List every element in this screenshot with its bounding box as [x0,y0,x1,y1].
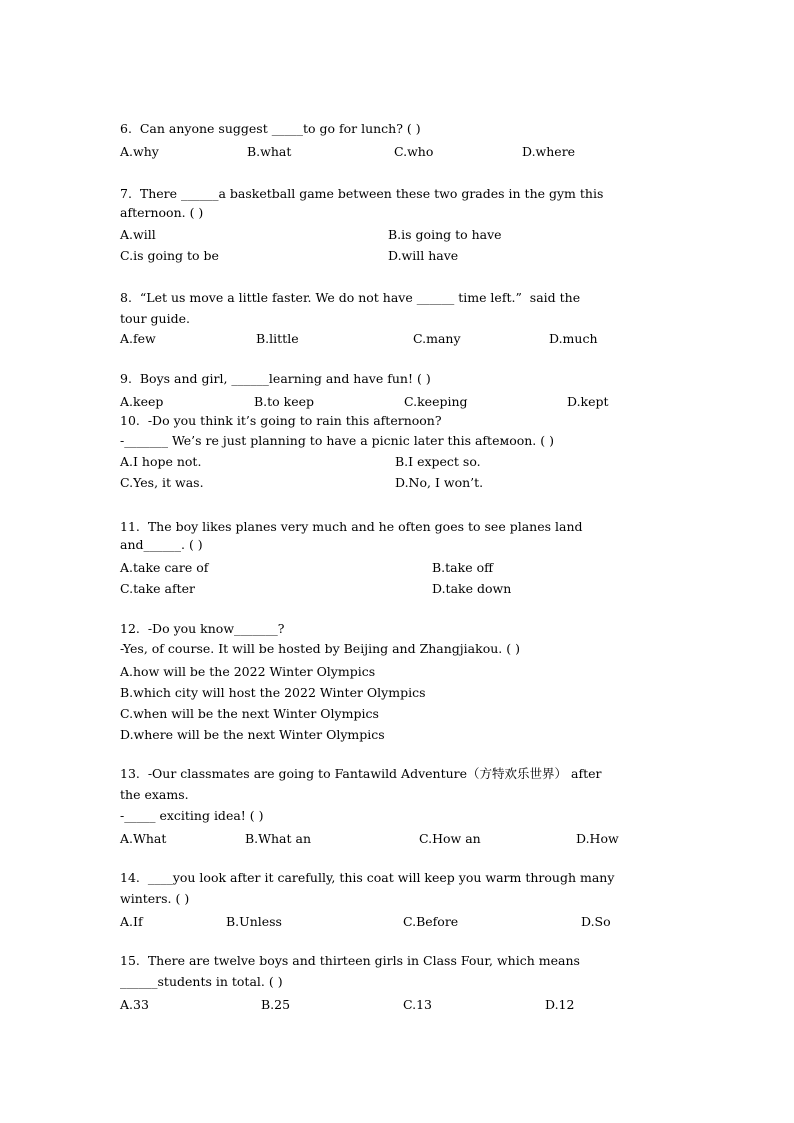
answer-option: C.13 [403,997,432,1012]
question-stem: 7. There ______a basketball game between these two grades in the gym this [120,186,604,201]
answer-option: B.What an [245,831,312,846]
question-stem: 14. ____you look after it carefully, this coat will keep you warm through many [120,870,615,885]
question-stem-continued: ______students in total. ( ) [120,974,283,989]
question-stem: 9. Boys and girl, ______learning and have fun! ( ) [120,371,431,386]
answer-option: C.is going to be [120,248,219,263]
answer-option: B.Unless [226,914,282,929]
answer-option: C.many [413,331,461,346]
answer-option: D.where will be the next Winter Olympics [120,727,385,742]
answer-option: D.take down [432,581,512,596]
question-stem-continued: tour guide. [120,311,190,326]
question-stem: 13. -Our classmates are going to Fantawild Adventure（方特欢乐世界） after [120,766,602,781]
answer-option: D.where [522,144,576,159]
answer-option: D.No, I won’t. [395,475,484,490]
answer-option: A.few [120,331,156,346]
answer-option: B.what [247,144,292,159]
answer-option: A.33 [120,997,149,1012]
answer-option: D.So [581,914,611,929]
question-stem-continued: -_____ exciting idea! ( ) [120,808,264,823]
answer-option: A.If [120,914,143,929]
answer-option: A.keep [120,394,164,409]
answer-option: A.will [120,227,156,242]
answer-option: B.I expect so. [395,454,481,469]
question-stem-continued: and______. ( ) [120,537,203,552]
answer-option: C.How an [419,831,481,846]
answer-option: B.to keep [254,394,315,409]
question-stem-continued: -_______ We’s re just planning to have a picnic later this afteмoon. ( ) [120,433,554,448]
answer-option: A.What [120,831,167,846]
answer-option: D.How [576,831,619,846]
question-stem: 12. -Do you know_______? [120,621,285,636]
answer-option: C.when will be the next Winter Olympics [120,706,379,721]
answer-option: D.12 [545,997,575,1012]
answer-option: B.is going to have [388,227,502,242]
answer-option: C.who [394,144,434,159]
answer-option: A.how will be the 2022 Winter Olympics [120,664,376,679]
answer-option: C.take after [120,581,195,596]
answer-option: A.why [120,144,159,159]
answer-option: C.Yes, it was. [120,475,204,490]
question-stem: 11. The boy likes planes very much and he often goes to see planes land [120,519,583,534]
answer-option: B.25 [261,997,291,1012]
answer-option: A.I hope not. [120,454,202,469]
question-stem: 10. -Do you think it’s going to rain this afternoon? [120,413,442,428]
question-stem-continued: the exams. [120,787,189,802]
answer-option: D.much [549,331,598,346]
answer-option: B.little [256,331,299,346]
question-stem-continued: afternoon. ( ) [120,205,204,220]
question-stem-continued: -Yes, of course. It will be hosted by Beijing and Zhangjiakou. ( ) [120,641,520,656]
answer-option: B.take off [432,560,493,575]
answer-option: C.keeping [404,394,468,409]
answer-option: A.take care of [120,560,209,575]
question-stem: 15. There are twelve boys and thirteen girls in Class Four, which means [120,953,580,968]
answer-option: D.will have [388,248,459,263]
answer-option: B.which city will host the 2022 Winter Olympics [120,685,426,700]
question-stem-continued: winters. ( ) [120,891,190,906]
question-stem: 6. Can anyone suggest _____to go for lunch? ( ) [120,121,421,136]
answer-option: D.kept [567,394,609,409]
question-stem: 8. “Let us move a little faster. We do not have ______ time left.” said the [120,290,581,305]
answer-option: C.Before [403,914,459,929]
